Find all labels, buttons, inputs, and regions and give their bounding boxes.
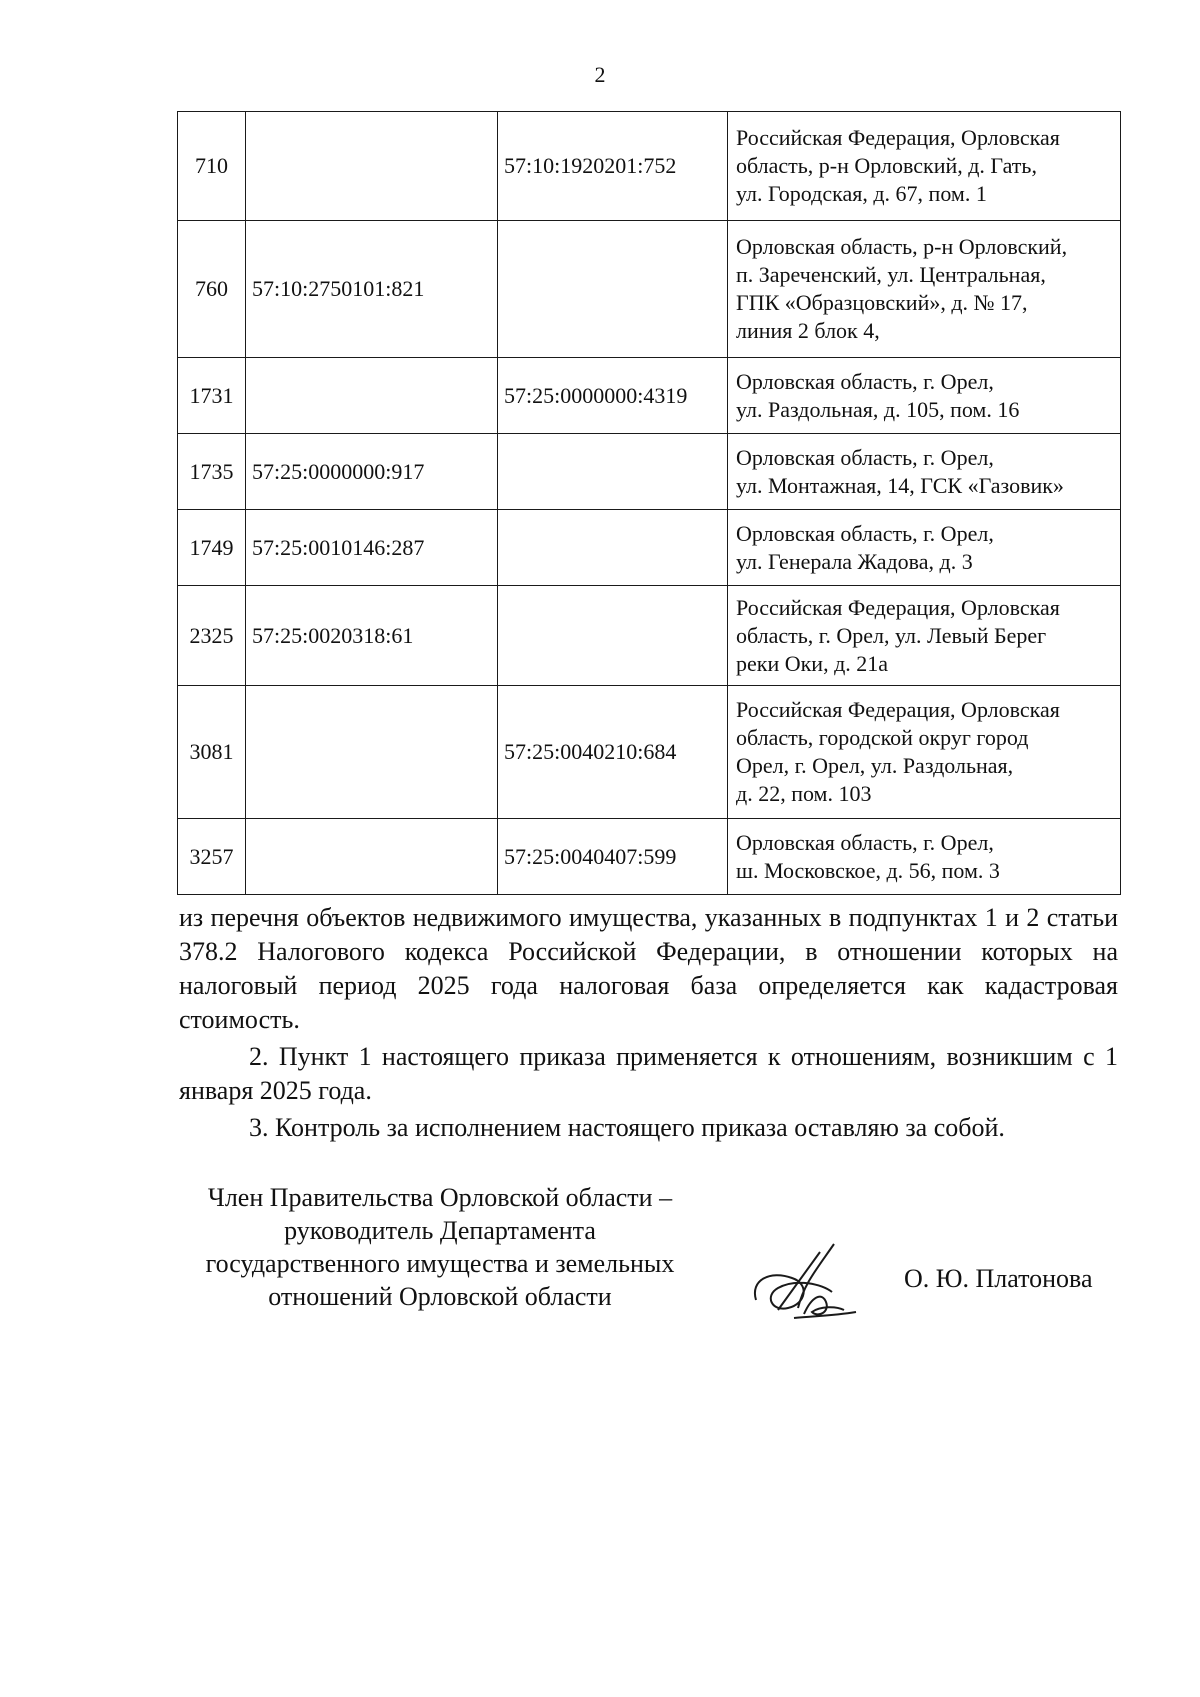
- continuation-paragraph: из перечня объектов недвижимого имущества, указанных в подпунктах 1 и 2 статьи 378.2 Налогового кодекса Российской Федерации, в отношении которых на налоговый период 2025 года налоговая база определяется как кадастровая стоимость.: [179, 903, 1118, 1034]
- signer-title-line: отношений Орловской области: [268, 1282, 612, 1311]
- address-cell: [728, 686, 1121, 819]
- address-cell: [728, 819, 1121, 895]
- address-line: Российская Федерация, Орловская: [736, 594, 1060, 620]
- address-cell: [728, 221, 1121, 358]
- address-line: ул. Монтажная, 14, ГСК «Газовик»: [736, 472, 1064, 498]
- signer-title-line: руководитель Департамента: [284, 1216, 596, 1245]
- address-line: п. Зареченский, ул. Центральная,: [736, 262, 1046, 287]
- address-line: ГПК «Образцовский», д. № 17,: [736, 290, 1028, 315]
- cadastral-number-cell: [498, 510, 728, 586]
- item-3-paragraph: 3. Контроль за исполнением настоящего приказа оставляю за собой.: [249, 1113, 1005, 1142]
- order-text: [179, 901, 1118, 1145]
- address-line: Российская Федерация, Орловская: [736, 125, 1060, 150]
- cadastral-number-cell: [246, 112, 498, 221]
- address-line: область, городской округ город: [736, 725, 1029, 750]
- object-number-cell: 1735: [178, 434, 246, 510]
- cadastral-number-cell: [246, 358, 498, 434]
- object-number-cell: 1749: [178, 510, 246, 586]
- object-number-cell: 760: [178, 221, 246, 358]
- object-number-cell: 1731: [178, 358, 246, 434]
- signer-title-line: государственного имущества и земельных: [205, 1249, 675, 1278]
- signer-name: О. Ю. Платонова: [904, 1264, 1093, 1293]
- address-line: ул. Городская, д. 67, пом. 1: [736, 181, 987, 206]
- object-number-cell: 3081: [178, 686, 246, 819]
- object-number-cell: 2325: [178, 586, 246, 686]
- object-number-cell: 710: [178, 112, 246, 221]
- address-cell: [728, 434, 1121, 510]
- address-line: ул. Генерала Жадова, д. 3: [736, 548, 973, 574]
- address-cell: [728, 586, 1121, 686]
- item-2-paragraph: 2. Пункт 1 настоящего приказа применяется к отношениям, возникшим с 1 января 2025 года.: [179, 1042, 1118, 1105]
- address-line: Орловская область, г. Орел,: [736, 829, 994, 855]
- cadastral-number-cell: [498, 434, 728, 510]
- address-line: ул. Раздольная, д. 105, пом. 16: [736, 396, 1020, 422]
- table-row: [178, 434, 1121, 510]
- address-line: Орел, г. Орел, ул. Раздольная,: [736, 753, 1014, 778]
- address-cell: [728, 510, 1121, 586]
- address-cell: [728, 112, 1121, 221]
- table-row: [178, 112, 1121, 221]
- table-row: [178, 586, 1121, 686]
- table-row: [178, 510, 1121, 586]
- cadastral-number-cell: 57:25:0010146:287: [246, 510, 498, 586]
- table-row: [178, 221, 1121, 358]
- address-line: линия 2 блок 4,: [736, 318, 880, 343]
- cadastral-number-cell: 57:25:0000000:4319: [498, 358, 728, 434]
- cadastral-number-cell: [246, 819, 498, 895]
- address-line: Орловская область, г. Орел,: [736, 368, 994, 394]
- cadastral-number-cell: 57:25:0040210:684: [498, 686, 728, 819]
- address-line: Российская Федерация, Орловская: [736, 697, 1060, 722]
- address-cell: [728, 358, 1121, 434]
- signer-title: [180, 1181, 700, 1313]
- signer-title-line: Член Правительства Орловской области –: [207, 1183, 673, 1212]
- page-number: 2: [594, 62, 606, 87]
- address-line: Орловская область, г. Орел,: [736, 520, 994, 546]
- table-row: [178, 358, 1121, 434]
- table-row: [178, 819, 1121, 895]
- cadastral-number-cell: 57:25:0040407:599: [498, 819, 728, 895]
- cadastral-number-cell: 57:25:0000000:917: [246, 434, 498, 510]
- cadastral-number-cell: [498, 586, 728, 686]
- address-line: ш. Московское, д. 56, пом. 3: [736, 857, 1000, 883]
- cadastral-number-cell: 57:25:0020318:61: [246, 586, 498, 686]
- address-line: область, р-н Орловский, д. Гать,: [736, 153, 1037, 178]
- objects-table: [177, 111, 1121, 895]
- cadastral-number-cell: [246, 686, 498, 819]
- address-line: д. 22, пом. 103: [736, 781, 872, 806]
- cadastral-number-cell: 57:10:1920201:752: [498, 112, 728, 221]
- table-row: [178, 686, 1121, 819]
- address-line: область, г. Орел, ул. Левый Берег: [736, 622, 1047, 648]
- address-line: Орловская область, р-н Орловский,: [736, 234, 1068, 259]
- handwritten-signature: [748, 1222, 868, 1332]
- cadastral-number-cell: 57:10:2750101:821: [246, 221, 498, 358]
- address-line: Орловская область, г. Орел,: [736, 444, 994, 470]
- cadastral-number-cell: [498, 221, 728, 358]
- address-line: реки Оки, д. 21а: [736, 650, 889, 676]
- object-number-cell: 3257: [178, 819, 246, 895]
